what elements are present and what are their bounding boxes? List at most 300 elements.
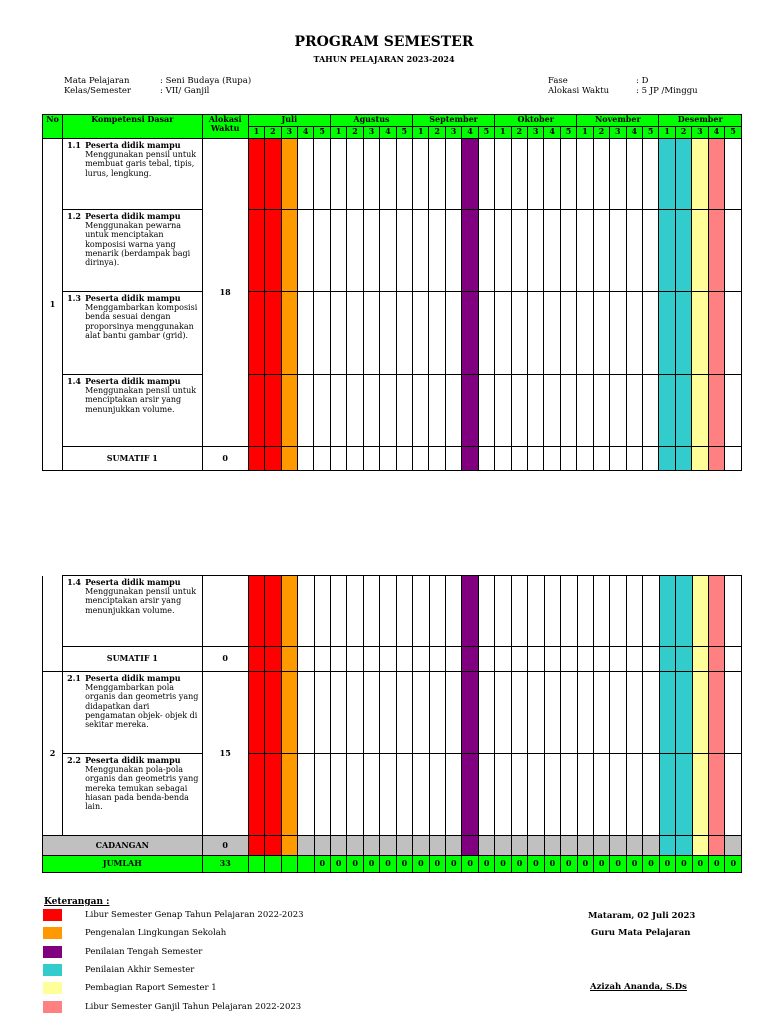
week-cell (281, 672, 297, 754)
week-cell (413, 754, 429, 836)
week-cell (396, 447, 412, 471)
week-cell (593, 375, 609, 447)
week-cell (429, 647, 445, 672)
week-cell: 0 (347, 856, 363, 873)
week-cell (396, 647, 412, 672)
week-cell (298, 836, 314, 856)
week-cell (560, 375, 576, 447)
week-cell (626, 647, 642, 672)
week-cell (725, 754, 742, 836)
week-cell (528, 576, 544, 647)
week-cell (561, 672, 577, 754)
week-cell: 0 (692, 856, 708, 873)
week-cell (462, 447, 478, 471)
week-cell (413, 210, 429, 292)
col-kd-header: Kompetensi Dasar (63, 115, 203, 139)
week-cell (593, 576, 609, 647)
week-5-4: 4 (626, 127, 642, 139)
week-cell (577, 836, 593, 856)
week-cell (363, 447, 379, 471)
week-cell (297, 210, 313, 292)
legend-swatch (43, 1001, 62, 1013)
week-cell (265, 447, 281, 471)
week-cell (692, 447, 708, 471)
legend-swatch (43, 909, 62, 921)
week-cell (297, 292, 313, 375)
week-cell (265, 647, 281, 672)
week-cell (692, 836, 708, 856)
legend-label: Libur Semester Genap Tahun Pelajaran 2022-2023 (85, 910, 304, 920)
week-cell (429, 139, 445, 210)
week-cell (330, 647, 346, 672)
week-cell (725, 375, 742, 447)
week-cell (363, 576, 379, 647)
week-cell (511, 836, 527, 856)
week-4-3: 3 (527, 127, 543, 139)
week-cell (495, 647, 511, 672)
week-cell (330, 139, 346, 210)
week-cell (709, 672, 725, 754)
week-cell (610, 576, 626, 647)
kd-row-1-4 (43, 375, 742, 447)
week-cell (610, 836, 626, 856)
week-cell (675, 447, 691, 471)
jumlah-value: 33 (202, 856, 248, 873)
week-3-4: 4 (462, 127, 478, 139)
week-cell (495, 836, 511, 856)
week-2-2: 2 (347, 127, 363, 139)
week-cell (396, 210, 412, 292)
week-cell (330, 836, 346, 856)
week-5-3: 3 (610, 127, 626, 139)
week-cell (593, 292, 609, 375)
week-cell (643, 576, 659, 647)
month-desember: Desember (659, 115, 742, 127)
week-cell: 0 (610, 856, 626, 873)
week-cell (643, 754, 659, 836)
week-cell (676, 647, 692, 672)
week-cell (725, 836, 742, 856)
week-cell (248, 139, 264, 210)
week-cell (676, 754, 692, 836)
week-cell (610, 447, 626, 471)
kd-2-1: 2.1 Peserta didik mampu Menggambarkan pola organis dan geometris yang didapatkan dari pengamatan objek- objek di sekitar mereka. (63, 672, 203, 754)
week-cell (511, 375, 527, 447)
week-1-5: 5 (314, 127, 330, 139)
week-cell (725, 647, 742, 672)
signature-name: Azizah Ananda, S.Ds (590, 982, 687, 992)
week-cell (577, 672, 593, 754)
week-cell (659, 139, 675, 210)
week-cell (265, 210, 281, 292)
week-cell (626, 672, 642, 754)
kd-number-2: 2 (43, 672, 63, 836)
week-cell (330, 375, 346, 447)
week-cell (610, 647, 626, 672)
info-right-values (636, 76, 698, 96)
week-cell: 0 (413, 856, 429, 873)
week-cell: 0 (314, 856, 330, 873)
kd-1-4: 1.4 Peserta didik mampu Menggunakan pensil untuk menciptakan arsir yang menunjukkan volume. (63, 375, 203, 447)
week-cell (577, 210, 593, 292)
alokasi-2: 15 (202, 672, 248, 836)
week-cell (577, 139, 593, 210)
week-cell (527, 375, 543, 447)
week-1-1: 1 (248, 127, 264, 139)
week-cell (445, 210, 461, 292)
week-cell (709, 576, 725, 647)
week-cell (708, 447, 724, 471)
week-cell (626, 375, 642, 447)
week-cell (593, 836, 609, 856)
kd-2-2: 2.2 Peserta didik mampu Menggunakan pola-pola organis dan geometris yang mereka temukan sebagai hiasan pada benda-benda lain. (63, 754, 203, 836)
week-cell (561, 836, 577, 856)
week-cell (561, 647, 577, 672)
week-cell (642, 139, 658, 210)
week-cell (643, 836, 659, 856)
week-cell (593, 754, 609, 836)
info-left-values (160, 76, 251, 96)
week-cell: 0 (462, 856, 478, 873)
week-5-2: 2 (593, 127, 609, 139)
week-cell (725, 139, 742, 210)
week-4-4: 4 (544, 127, 560, 139)
week-cell (445, 447, 461, 471)
legend-swatch (43, 946, 62, 958)
sumatif-row-page1 (43, 447, 742, 471)
week-2-5: 5 (396, 127, 412, 139)
week-cell (429, 447, 445, 471)
week-cell (577, 375, 593, 447)
week-cell: 0 (330, 856, 346, 873)
week-cell (265, 754, 281, 836)
week-cell (462, 754, 478, 836)
semester-table-page1 (42, 114, 742, 471)
week-cell (363, 754, 379, 836)
week-cell (478, 672, 494, 754)
week-cell (347, 139, 363, 210)
week-cell (593, 647, 609, 672)
month-november: November (577, 115, 659, 127)
week-cell (511, 139, 527, 210)
week-cell (528, 754, 544, 836)
week-cell (446, 647, 462, 672)
week-cell (281, 836, 297, 856)
week-cell (725, 576, 742, 647)
week-cell (511, 672, 527, 754)
week-cell: 0 (380, 856, 396, 873)
info-right (548, 76, 609, 96)
kd-row-2-1 (43, 672, 742, 754)
week-cell: 0 (396, 856, 412, 873)
week-cell (642, 375, 658, 447)
week-cell (380, 375, 396, 447)
week-cell (429, 672, 445, 754)
week-cell (314, 672, 330, 754)
week-cell (281, 754, 297, 836)
week-cell (626, 447, 642, 471)
week-cell (659, 576, 675, 647)
week-cell (725, 672, 742, 754)
week-cell (445, 139, 461, 210)
week-cell (347, 754, 363, 836)
kelas-value: : VII/ Ganjil (160, 86, 210, 96)
week-cell (478, 447, 494, 471)
week-cell (314, 292, 330, 375)
week-cell (462, 375, 478, 447)
week-cell (413, 672, 429, 754)
week-cell (330, 754, 346, 836)
week-cell (314, 139, 330, 210)
week-3-2: 2 (429, 127, 445, 139)
mapel-label: Mata Pelajaran (64, 76, 130, 86)
week-cell (265, 576, 281, 647)
info-left (64, 76, 131, 96)
week-cell (314, 647, 330, 672)
week-cell (626, 139, 642, 210)
week-cell (544, 836, 560, 856)
week-cell (709, 647, 725, 672)
week-cell (330, 447, 346, 471)
week-5-1: 1 (577, 127, 593, 139)
week-cell (314, 375, 330, 447)
week-cell (445, 375, 461, 447)
legend-swatch (43, 964, 62, 976)
week-cell (281, 647, 297, 672)
week-cell (544, 292, 560, 375)
kd-number-1: 1 (43, 139, 63, 471)
week-cell (429, 292, 445, 375)
week-cell (429, 576, 445, 647)
week-cell (429, 836, 445, 856)
week-cell (478, 647, 494, 672)
week-cell (675, 210, 691, 292)
week-cell (281, 856, 297, 873)
week-cell (462, 672, 478, 754)
kd-number-1-cont (43, 576, 63, 672)
week-cell (281, 139, 297, 210)
week-cell (544, 210, 560, 292)
week-cell (314, 754, 330, 836)
week-cell (314, 210, 330, 292)
cadangan-row (43, 836, 742, 856)
week-cell (692, 375, 708, 447)
page-subtitle: TAHUN PELAJARAN 2023-2024 (313, 54, 455, 64)
week-cell (446, 672, 462, 754)
week-cell (281, 375, 297, 447)
week-3-5: 5 (478, 127, 494, 139)
week-cell (462, 647, 478, 672)
week-cell (527, 139, 543, 210)
week-cell (626, 576, 642, 647)
week-cell (577, 292, 593, 375)
week-cell (511, 292, 527, 375)
week-cell (265, 139, 281, 210)
alokasi-label: Alokasi Waktu (548, 86, 610, 96)
week-cell (248, 576, 264, 647)
week-cell (577, 647, 593, 672)
week-cell (692, 292, 708, 375)
week-cell (495, 292, 511, 375)
kd-row-1-1 (43, 139, 742, 210)
week-cell (429, 210, 445, 292)
week-cell (396, 754, 412, 836)
week-cell (265, 836, 281, 856)
kd-1-1: 1.1 Peserta didik mampu Menggunakan pensil untuk membuat garis tebal, tipis, lurus, lengkung. (63, 139, 203, 210)
week-cell (478, 210, 494, 292)
sumatif-row-page2 (43, 647, 742, 672)
week-cell (610, 292, 626, 375)
week-cell (692, 576, 708, 647)
week-cell (610, 754, 626, 836)
alokasi-value: : 5 JP /Minggu (636, 86, 698, 96)
week-cell (298, 647, 314, 672)
page-title: PROGRAM SEMESTER (294, 34, 474, 50)
week-cell (380, 576, 396, 647)
week-1-2: 2 (265, 127, 281, 139)
week-6-1: 1 (659, 127, 675, 139)
week-cell (659, 210, 675, 292)
week-cell (626, 836, 642, 856)
week-cell (544, 576, 560, 647)
week-cell (495, 139, 511, 210)
week-cell (577, 576, 593, 647)
cadangan-value: 0 (202, 836, 248, 856)
month-oktober: Oktober (495, 115, 577, 127)
week-cell (709, 754, 725, 836)
week-cell (659, 672, 675, 754)
jumlah-label: JUMLAH (43, 856, 203, 873)
week-cell (659, 647, 675, 672)
week-cell (478, 576, 494, 647)
week-cell (380, 672, 396, 754)
week-cell (478, 292, 494, 375)
week-cell (725, 447, 742, 471)
week-cell (692, 139, 708, 210)
week-cell (363, 672, 379, 754)
week-cell (626, 292, 642, 375)
week-cell (363, 210, 379, 292)
week-cell (347, 447, 363, 471)
week-cell (675, 292, 691, 375)
kd-row-1-3 (43, 292, 742, 375)
legend-label: Pembagian Raport Semester 1 (85, 983, 217, 994)
week-cell (347, 576, 363, 647)
week-cell (314, 576, 330, 647)
week-5-5: 5 (642, 127, 658, 139)
week-cell (560, 447, 576, 471)
legend-swatch (43, 982, 62, 994)
week-cell (363, 375, 379, 447)
week-cell (527, 292, 543, 375)
week-cell (511, 210, 527, 292)
week-cell (511, 576, 527, 647)
week-cell (347, 210, 363, 292)
week-cell (675, 139, 691, 210)
week-cell (676, 672, 692, 754)
week-cell (363, 139, 379, 210)
sumatif-value-2: 0 (202, 647, 248, 672)
week-cell (314, 447, 330, 471)
week-6-4: 4 (708, 127, 724, 139)
week-cell (544, 139, 560, 210)
week-cell (725, 210, 742, 292)
cadangan-label: CADANGAN (43, 836, 203, 856)
week-cell (708, 375, 724, 447)
week-cell (527, 447, 543, 471)
week-cell (528, 672, 544, 754)
jumlah-row (43, 856, 742, 873)
week-cell (380, 292, 396, 375)
week-cell (593, 139, 609, 210)
week-cell (659, 375, 675, 447)
legend-label: Pengenalan Lingkungan Sekolah (85, 928, 227, 939)
week-cell (560, 292, 576, 375)
week-cell (347, 375, 363, 447)
week-cell (478, 375, 494, 447)
week-3-3: 3 (445, 127, 461, 139)
week-cell (610, 210, 626, 292)
week-cell (478, 754, 494, 836)
week-cell (298, 576, 314, 647)
week-cell (446, 836, 462, 856)
week-cell (297, 375, 313, 447)
kd-row-1-4-cont (43, 576, 742, 647)
week-4-2: 2 (511, 127, 527, 139)
month-agustus: Agustus (330, 115, 412, 127)
kd-1-3: 1.3 Peserta didik mampu Menggambarkan komposisi benda sesuai dengan proporsinya menggunakan alat bantu gambar (grid). (63, 292, 203, 375)
week-cell (561, 576, 577, 647)
month-header-row (43, 115, 742, 127)
week-cell: 0 (626, 856, 642, 873)
week-cell (363, 292, 379, 375)
week-cell (708, 139, 724, 210)
week-cell (577, 447, 593, 471)
week-cell (593, 447, 609, 471)
week-4-5: 5 (560, 127, 576, 139)
legend-label: Penilaian Tengah Semester (85, 946, 203, 957)
week-cell (462, 292, 478, 375)
week-cell (363, 836, 379, 856)
week-cell: 0 (561, 856, 577, 873)
week-6-5: 5 (725, 127, 742, 139)
week-cell (544, 447, 560, 471)
week-cell (495, 375, 511, 447)
week-cell: 0 (478, 856, 494, 873)
week-cell (380, 210, 396, 292)
week-cell (265, 292, 281, 375)
week-cell (413, 576, 429, 647)
week-cell (248, 754, 264, 836)
week-cell (347, 672, 363, 754)
week-cell: 0 (495, 856, 511, 873)
week-cell (692, 647, 708, 672)
week-cell: 0 (659, 856, 675, 873)
week-cell (675, 375, 691, 447)
week-cell (396, 576, 412, 647)
week-cell (659, 292, 675, 375)
week-cell (561, 754, 577, 836)
week-cell (446, 576, 462, 647)
week-cell (330, 672, 346, 754)
week-cell (626, 210, 642, 292)
week-cell (330, 576, 346, 647)
week-cell (265, 375, 281, 447)
week-cell (248, 647, 264, 672)
sumatif-label: SUMATIF 1 (63, 447, 203, 471)
week-cell: 0 (676, 856, 692, 873)
legend-title: Keterangan : (44, 897, 110, 907)
